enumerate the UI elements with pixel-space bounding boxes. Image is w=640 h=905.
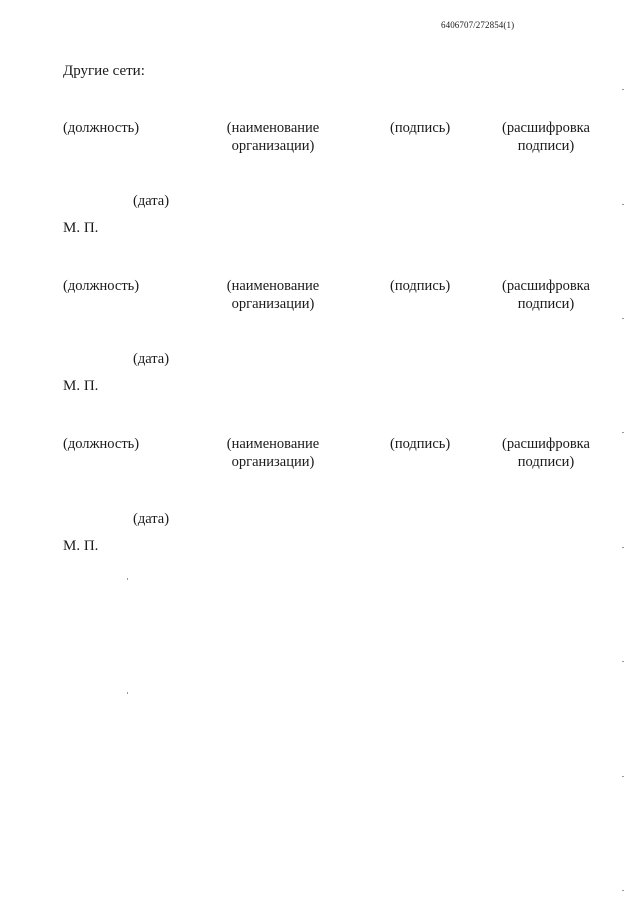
scan-mark [622,89,624,90]
scan-mark [622,776,624,777]
signature-block [0,119,640,259]
organization-label-line1: (наименование [226,436,320,452]
signature-decode-label [496,119,596,155]
scan-mark [622,661,624,662]
scan-mark [622,890,624,891]
scan-mark [622,318,624,319]
organization-label [215,119,331,155]
stamp-label: М. П. [63,538,99,554]
stamp-label: М. П. [63,378,99,394]
signature-block [0,277,640,417]
date-label: (дата) [133,351,170,367]
position-label: (должность) [63,436,140,452]
organization-label-line2: организации) [231,138,315,154]
signature-label: (подпись) [390,278,451,294]
signature-decode-label [496,277,596,313]
signature-decode-label-line2: подписи) [517,296,575,312]
scan-mark [622,204,624,205]
stamp-label: М. П. [63,220,99,236]
scan-mark [127,692,128,694]
organization-label [215,435,331,471]
organization-label-line1: (наименование [226,120,320,136]
organization-label-line1: (наименование [226,278,320,294]
document-number: 6406707/272854(1) [441,20,515,30]
organization-label-line2: организации) [231,454,315,470]
position-label: (должность) [63,120,140,136]
scan-mark [127,578,128,580]
signature-decode-label-line2: подписи) [517,138,575,154]
signature-block [0,435,640,575]
position-label: (должность) [63,278,140,294]
signature-decode-label-line1: (расшифровка [502,436,590,452]
scan-mark [622,547,624,548]
signature-decode-label-line1: (расшифровка [502,278,590,294]
section-title: Другие сети: [63,63,145,79]
signature-label: (подпись) [390,120,451,136]
scan-mark [622,432,624,433]
organization-label-line2: организации) [231,296,315,312]
signature-decode-label-line1: (расшифровка [502,120,590,136]
signature-decode-label-line2: подписи) [517,454,575,470]
signature-label: (подпись) [390,436,451,452]
signature-decode-label [496,435,596,471]
date-label: (дата) [133,511,170,527]
organization-label [215,277,331,313]
date-label: (дата) [133,193,170,209]
